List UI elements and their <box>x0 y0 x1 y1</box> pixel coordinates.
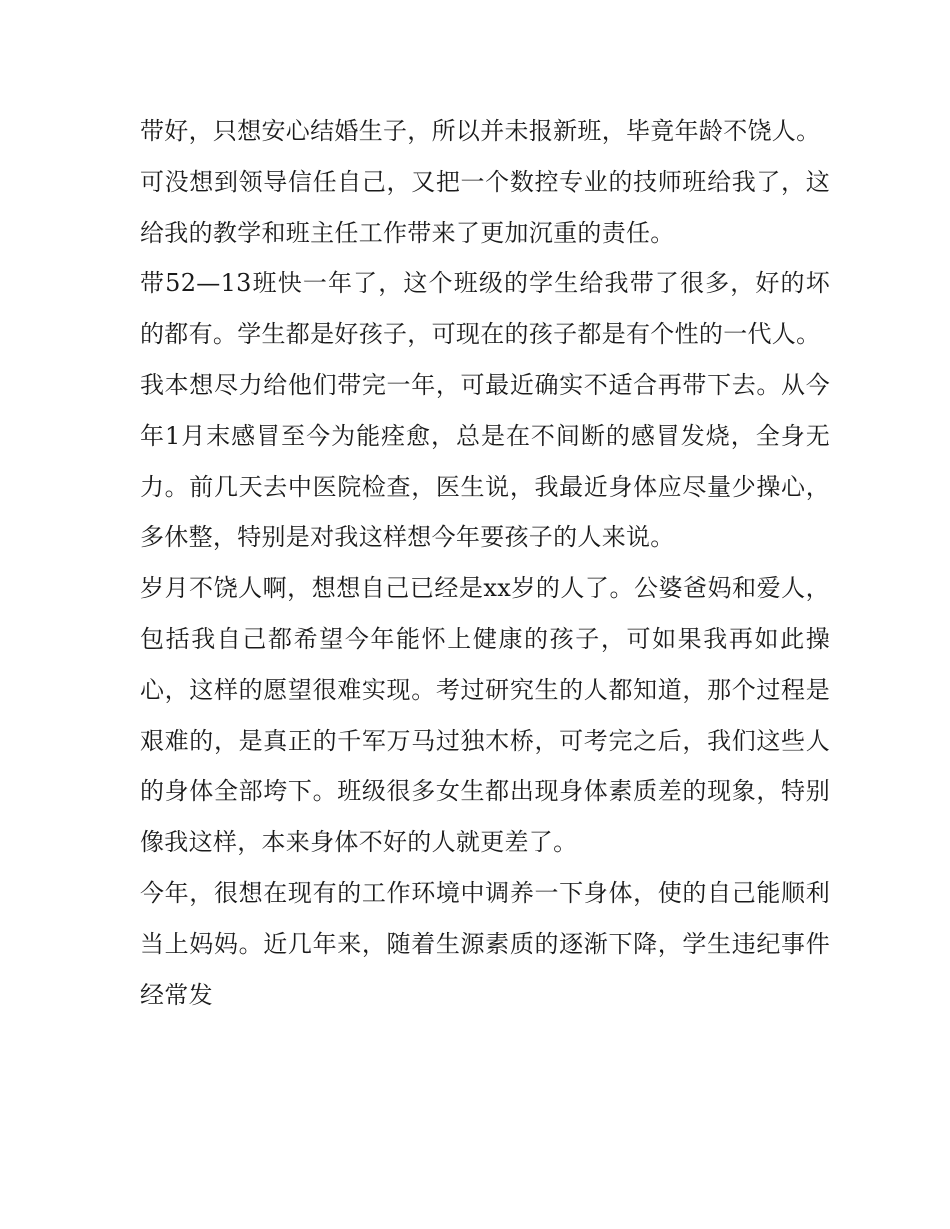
document-body <box>140 106 830 1020</box>
paragraph-5: 岁月不饶人啊，想想自己已经是xx岁的人了。公婆爸妈和爱人，包括我自己都希望今年能怀上健康的孩子，可如果我再如此操心，这样的愿望很难实现。考过研究生的人都知道，那个过程是艰难的，是真正的千军万马过独木桥，可考完之后，我们这些人的身体全部垮下。班级很多女生都出现身体素质差的现象，特别像我这样，本来身体不好的人就更差了。 <box>140 574 830 857</box>
paragraph-1: 带好，只想安心结婚生子，所以并未报新班，毕竟年龄不饶人。 <box>140 117 821 145</box>
paragraph-3: 带52—13班快一年了，这个班级的学生给我带了很多，好的坏的都有。学生都是好孩子，可现在的孩子都是有个性的一代人。 <box>140 269 830 349</box>
paragraph-6: 今年，很想在现有的工作环境中调养一下身体，使的自己能顺利当上妈妈。近几年来，随着生源素质的逐渐下降，学生违纪事件经常发 <box>140 878 830 1009</box>
paragraph-2: 可没想到领导信任自己，又把一个数控专业的技师班给我了，这给我的教学和班主任工作带来了更加沉重的责任。 <box>140 167 830 247</box>
paragraph-4: 我本想尽力给他们带完一年，可最近确实不适合再带下去。从今年1月末感冒至今为能痊愈，总是在不间断的感冒发烧，全身无力。前几天去中医院检查，医生说，我最近身体应尽量少操心，多休整，特别是对我这样想今年要孩子的人来说。 <box>140 370 830 552</box>
